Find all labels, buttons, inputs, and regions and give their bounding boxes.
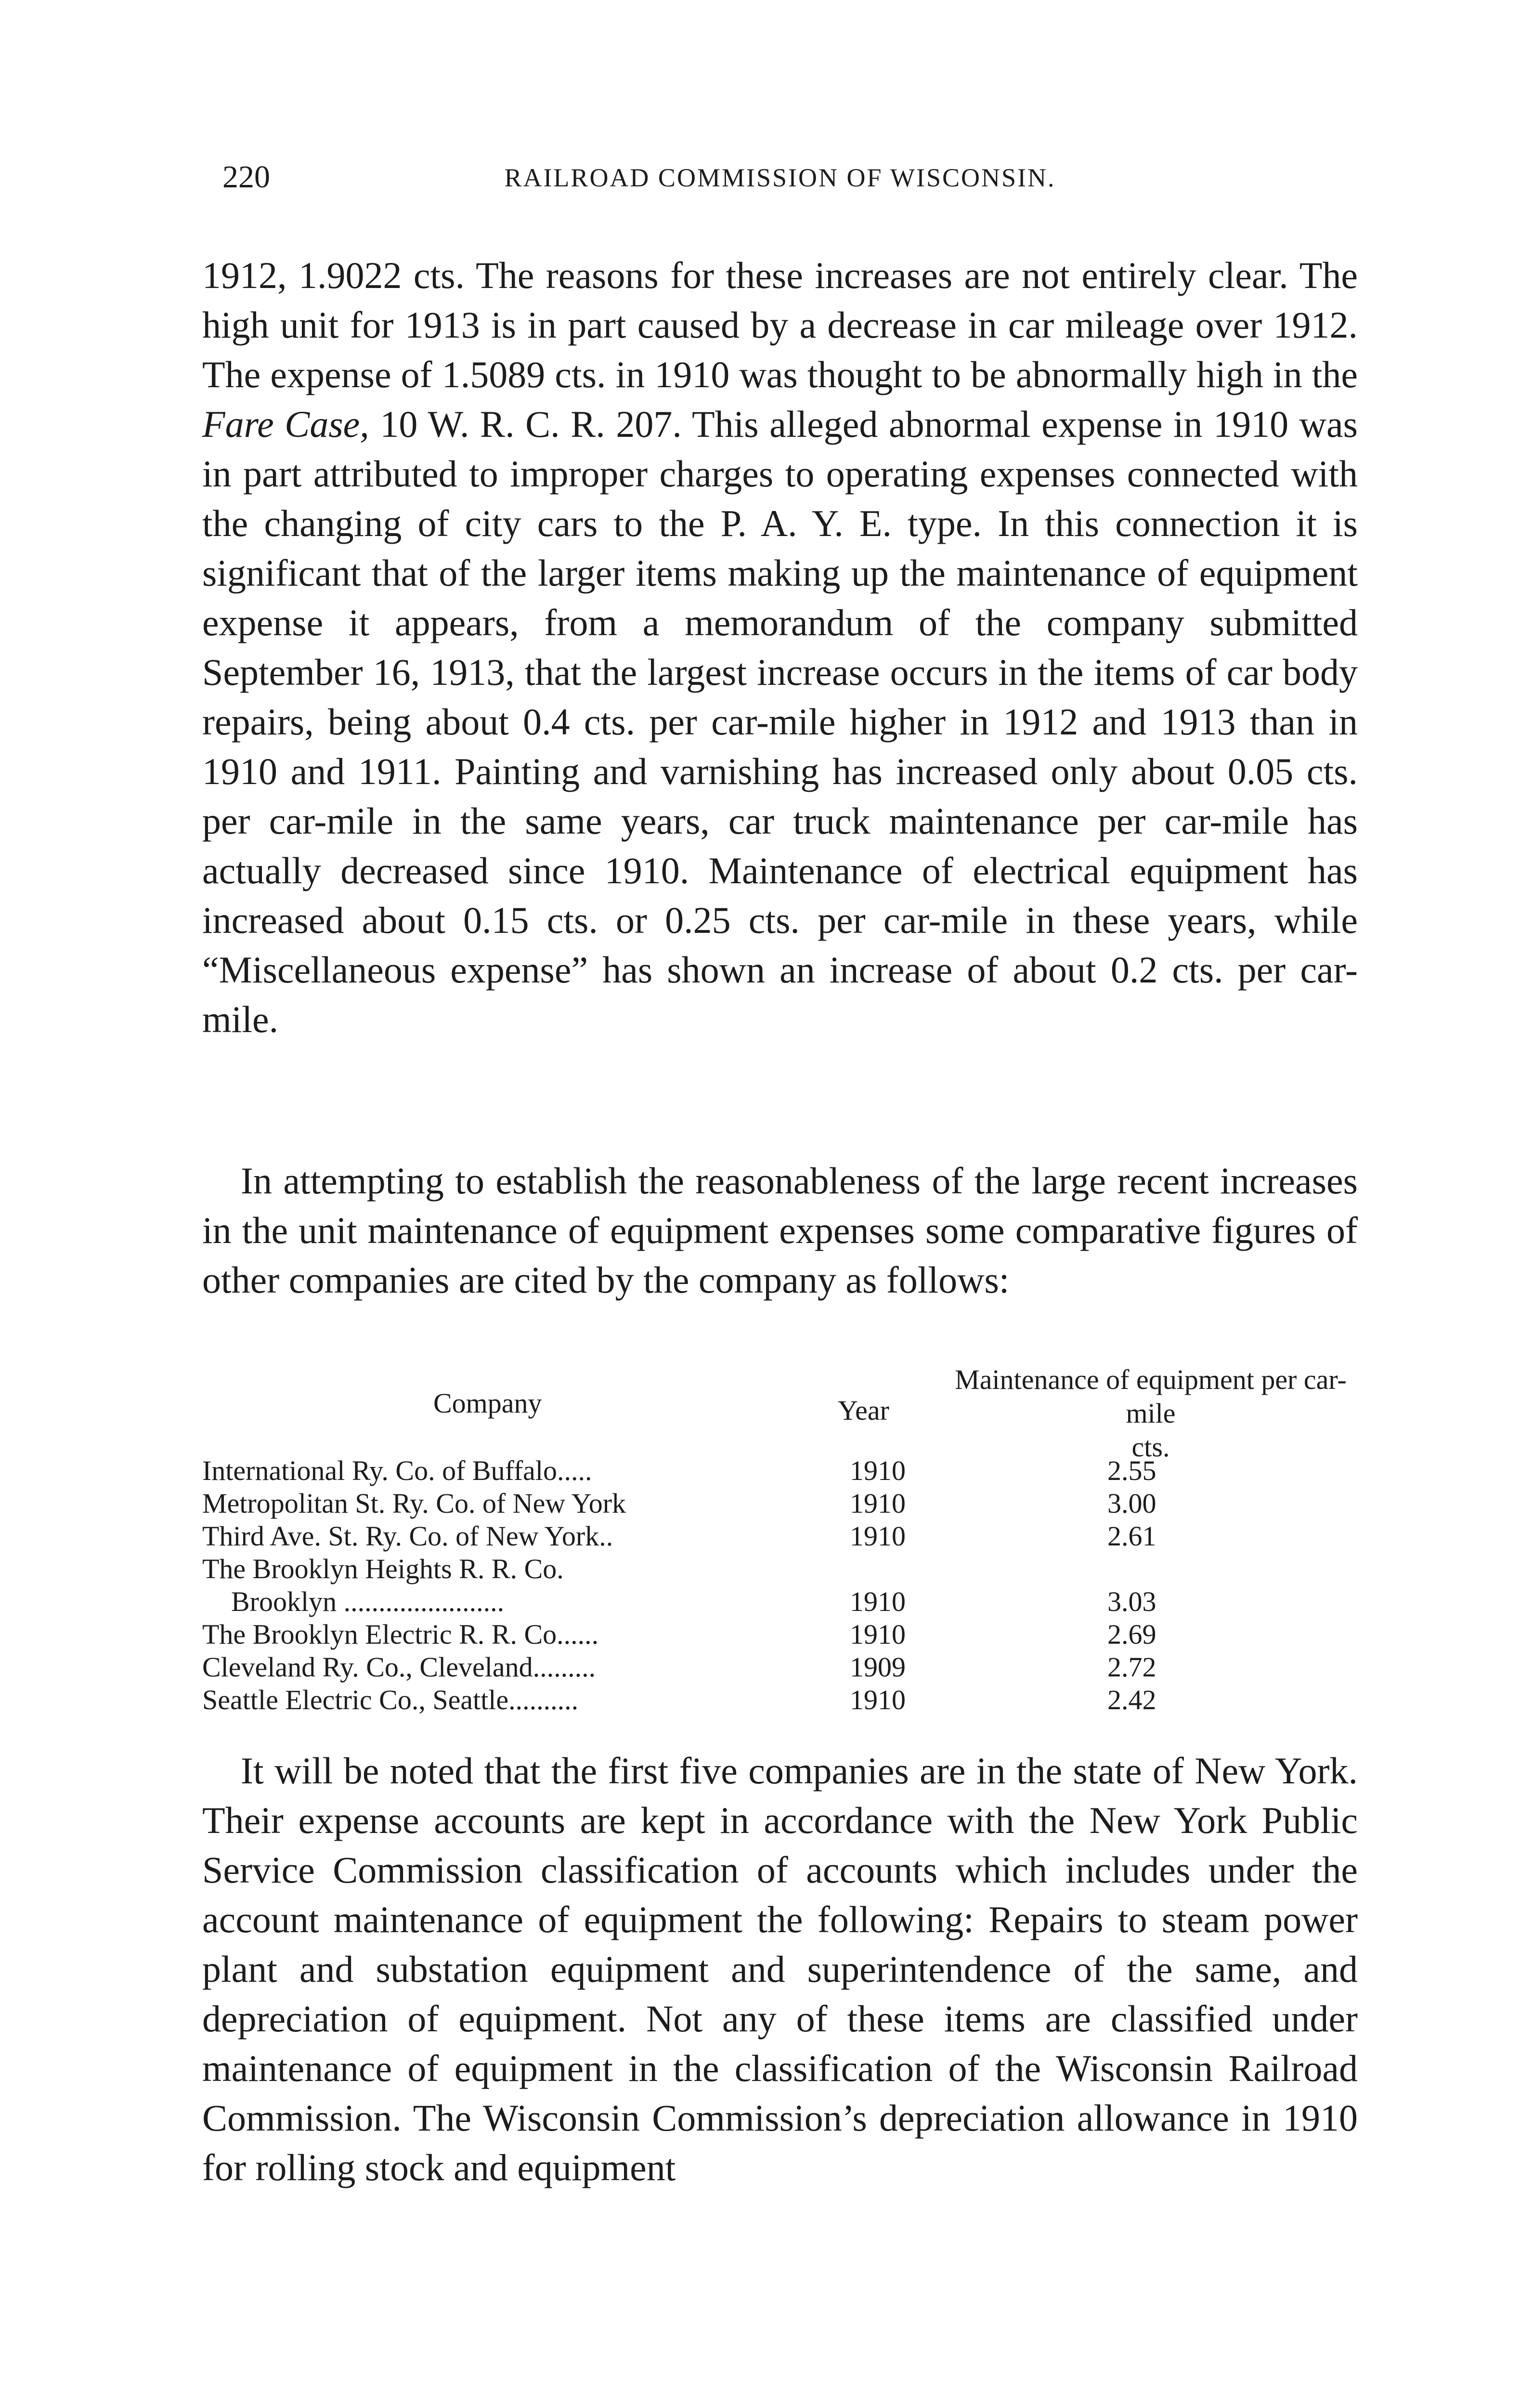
table-row bbox=[202, 1520, 1358, 1553]
cell-year: 1910 bbox=[850, 1619, 906, 1650]
paragraph-3-text: It will be noted that the first five companies are in the state of New York. Their expense accounts are kept in accordance with the New York Public Service Commission classification of accounts which includes under the account maintenance of equipment the following: Repairs to steam power plant and substation equipment and superintendence of the same, and depreciation of equipment. Not any of these items are classified under maintenance of equipment in the classification of the Wisconsin Railroad Commission. The Wisconsin Commission’s depreciation allowance in 1910 for rolling stock and equipment bbox=[202, 1750, 1358, 2188]
header-company: Company bbox=[433, 1387, 542, 1419]
cell-value: 2.55 bbox=[1107, 1455, 1156, 1486]
cell-company: Cleveland Ry. Co., Cleveland......... bbox=[202, 1651, 596, 1683]
header-unit: cts. bbox=[1131, 1431, 1170, 1463]
page-number: 220 bbox=[222, 159, 270, 195]
cell-value: 3.03 bbox=[1107, 1586, 1156, 1617]
cell-company: Metropolitan St. Ry. Co. of New York bbox=[202, 1488, 626, 1519]
cell-company: Third Ave. St. Ry. Co. of New York.. bbox=[202, 1520, 613, 1552]
running-head: RAILROAD COMMISSION OF WISCONSIN. bbox=[504, 163, 1056, 192]
cell-value: 2.69 bbox=[1107, 1619, 1156, 1650]
table-row bbox=[202, 1487, 1358, 1520]
cell-company: International Ry. Co. of Buffalo..... bbox=[202, 1455, 592, 1486]
header-maintenance bbox=[944, 1363, 1358, 1464]
cell-year: 1910 bbox=[850, 1520, 906, 1552]
table-row bbox=[202, 1618, 1358, 1651]
cell-year: 1910 bbox=[850, 1586, 906, 1617]
page-header bbox=[202, 159, 1358, 202]
table-row bbox=[202, 1553, 1358, 1618]
table-row bbox=[202, 1684, 1358, 1716]
cell-company: Seattle Electric Co., Seattle.......... bbox=[202, 1684, 579, 1715]
table-header bbox=[202, 1348, 1358, 1463]
cell-value: 2.61 bbox=[1107, 1520, 1156, 1552]
paragraph-1 bbox=[202, 250, 1358, 1044]
paragraph-1-text-b: 10 W. R. C. R. 207. This alleged abnormal expense in 1910 was in part attributed to improper charges to operating expenses connected with the changing of city cars to the P. A. Y. E. type. In this connection it is significant that of the larger items making up the maintenance of equipment expense it appears, from a memorandum of the company submitted September 16, 1913, that the largest increase occurs in the items of car body repairs, being about 0.4 cts. per car-mile higher in 1912 and 1913 than in 1910 and 1911. Painting and varnishing has increased only about 0.05 cts. per car-mile in the same years, car truck maintenance per car-mile has actually decreased since 1910. Maintenance of electrical equipment has increased about 0.15 cts. or 0.25 cts. per car-mile in these years, while “Miscellaneous expense” has shown an increase of about 0.2 cts. per car-mile. bbox=[202, 403, 1358, 1040]
cell-company-line-2: Brooklyn ....................... bbox=[231, 1586, 505, 1617]
comparison-table bbox=[202, 1348, 1358, 1716]
cell-year: 1910 bbox=[850, 1684, 906, 1715]
cell-year: 1910 bbox=[850, 1488, 906, 1519]
paragraph-2-text: In attempting to establish the reasonableness of the large recent increases in the unit maintenance of equipment expenses some comparative figures of other companies are cited by the company as follows: bbox=[202, 1160, 1358, 1301]
cell-year: 1910 bbox=[850, 1455, 906, 1486]
cell-value: 2.72 bbox=[1107, 1651, 1156, 1683]
cell-value: 3.00 bbox=[1107, 1488, 1156, 1519]
paragraph-1-text-a: 1912, 1.9022 cts. The reasons for these increases are not entirely clear. The high unit for 1913 is in part caused by a decrease in car mileage over 1912. The expense of 1.5089 cts. in 1910 was thought to be abnormally high in the bbox=[202, 254, 1358, 395]
table-row bbox=[202, 1454, 1358, 1487]
cell-value: 2.42 bbox=[1107, 1684, 1156, 1715]
cell-year: 1909 bbox=[850, 1651, 906, 1683]
paragraph-2 bbox=[202, 1156, 1358, 1305]
header-maintenance-label: Maintenance of equipment per car-mile bbox=[955, 1364, 1347, 1429]
table-row bbox=[202, 1651, 1358, 1684]
header-year: Year bbox=[838, 1395, 889, 1426]
cell-company bbox=[202, 1553, 818, 1618]
cell-company: The Brooklyn Electric R. R. Co...... bbox=[202, 1619, 599, 1650]
cell-company-line-1: The Brooklyn Heights R. R. Co. bbox=[202, 1553, 564, 1584]
paragraph-3 bbox=[202, 1746, 1358, 2192]
case-citation: Fare Case, bbox=[202, 403, 369, 445]
